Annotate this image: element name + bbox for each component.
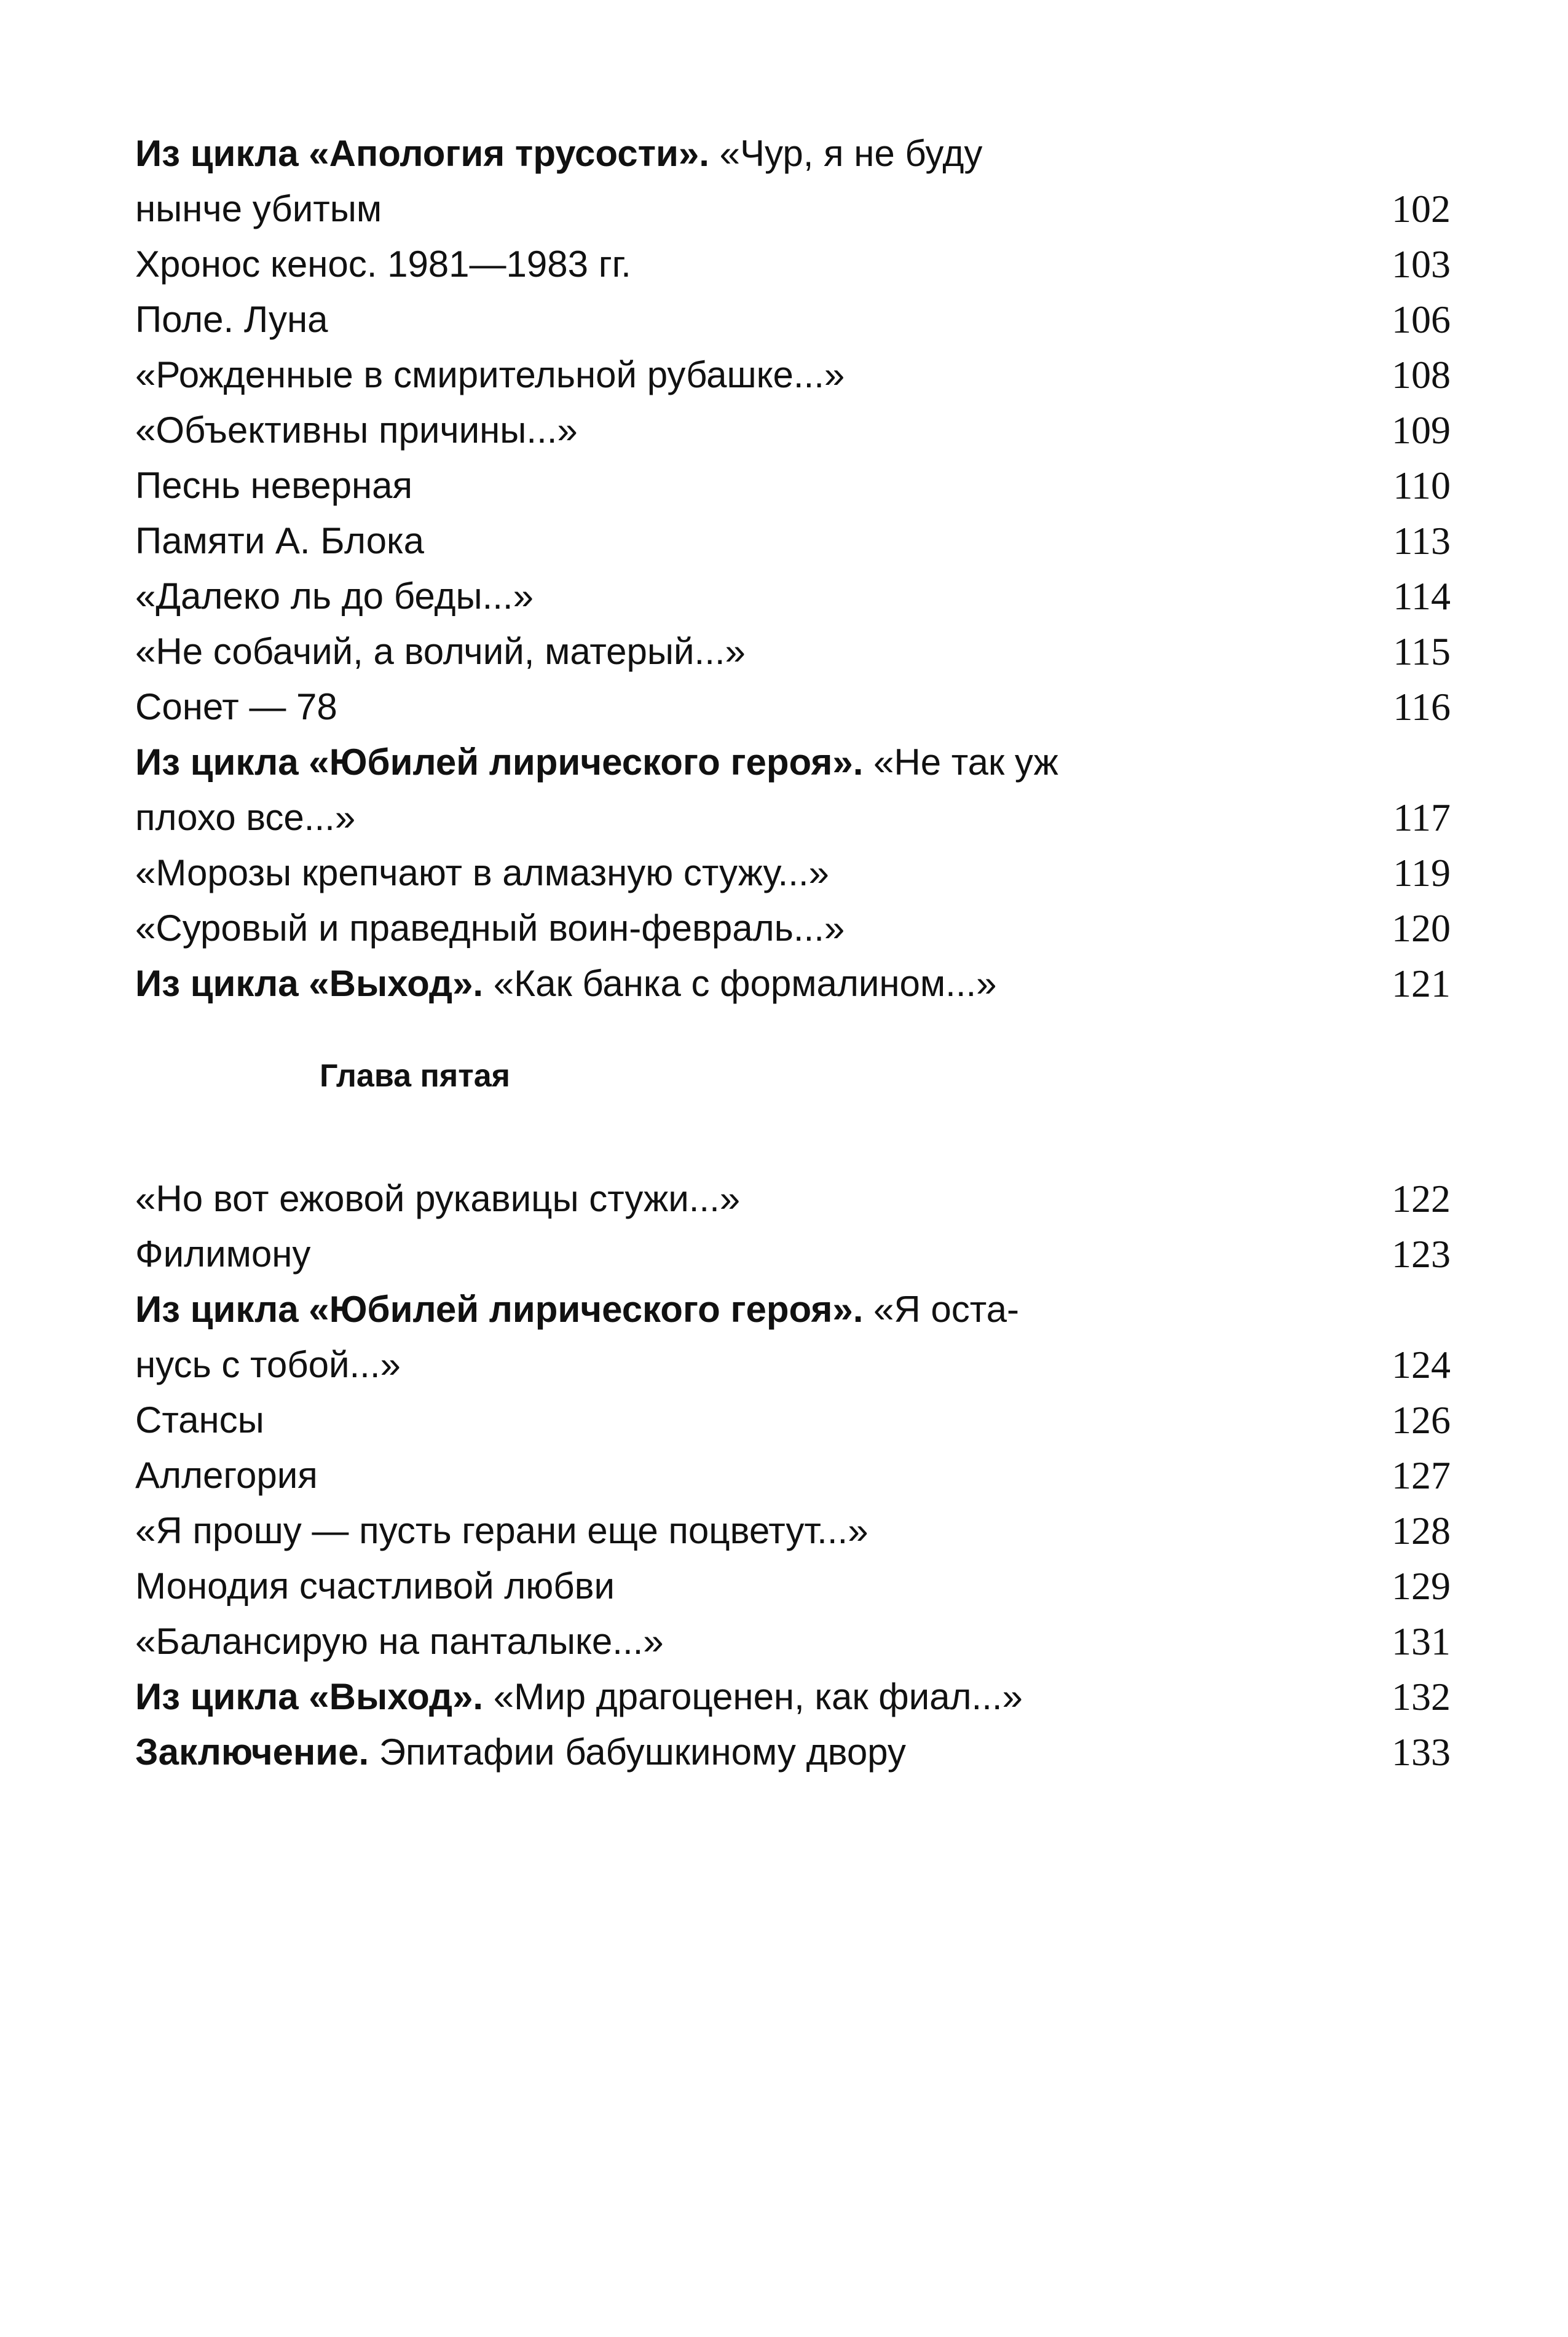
toc-entry-title-text: Монодия счастливой любви bbox=[135, 1565, 615, 1607]
toc-entry-title bbox=[135, 790, 355, 845]
toc-page-number: 116 bbox=[1393, 685, 1451, 729]
toc-entry bbox=[135, 790, 1451, 845]
toc-entry-title-text: Хронос кенос. 1981—1983 гг. bbox=[135, 243, 631, 285]
toc-entry bbox=[135, 624, 1451, 679]
toc-page-number: 120 bbox=[1392, 906, 1451, 950]
toc-entry bbox=[135, 679, 1451, 735]
toc-entry-title bbox=[135, 347, 845, 403]
toc-page-number: 133 bbox=[1392, 1730, 1451, 1774]
toc-page-number: 121 bbox=[1392, 962, 1451, 1005]
toc-entry-title-text: «Не так уж bbox=[863, 741, 1058, 783]
toc-entry-title-bold: Из цикла «Апология трусости». bbox=[135, 133, 709, 174]
toc-entry bbox=[135, 458, 1451, 513]
toc-page-number: 114 bbox=[1393, 574, 1451, 618]
toc-entry-title bbox=[135, 679, 337, 735]
toc-entry-title-text: Сонет — 78 bbox=[135, 686, 337, 727]
toc-entry bbox=[135, 1669, 1451, 1725]
toc-entry-title bbox=[135, 292, 328, 347]
toc-section-bottom bbox=[135, 1171, 1451, 1780]
toc-entry bbox=[135, 1282, 1451, 1337]
toc-entry bbox=[135, 126, 1451, 181]
toc-entry bbox=[135, 1393, 1451, 1448]
toc-entry bbox=[135, 292, 1451, 347]
toc-entry-title bbox=[135, 1393, 264, 1448]
toc-page-number: 122 bbox=[1392, 1177, 1451, 1220]
toc-entry bbox=[135, 513, 1451, 569]
toc-entry bbox=[135, 1171, 1451, 1227]
toc-entry bbox=[135, 1448, 1451, 1503]
toc-entry bbox=[135, 1559, 1451, 1614]
toc-page-number: 123 bbox=[1392, 1232, 1451, 1276]
toc-entry-title bbox=[135, 1725, 906, 1780]
toc-entry bbox=[135, 237, 1451, 292]
toc-entry-title-text: плохо все...» bbox=[135, 797, 356, 838]
toc-entry-title-text: Эпитафии бабушкиному двору bbox=[369, 1731, 906, 1773]
toc-entry-title bbox=[135, 1337, 401, 1393]
toc-page-number: 119 bbox=[1393, 851, 1451, 895]
toc-entry-title bbox=[135, 1448, 318, 1503]
toc-entry bbox=[135, 347, 1451, 403]
toc-page-number: 126 bbox=[1392, 1398, 1451, 1442]
toc-entry-title-text: «Но вот ежовой рукавицы стужи...» bbox=[135, 1178, 741, 1219]
toc-entry-title-bold: Из цикла «Выход». bbox=[135, 1676, 484, 1717]
toc-entry-title bbox=[135, 181, 382, 237]
toc-entry bbox=[135, 1725, 1451, 1780]
toc-entry-title bbox=[135, 1669, 1023, 1725]
toc-entry-title bbox=[135, 1282, 1019, 1337]
toc-page-number: 128 bbox=[1392, 1509, 1451, 1552]
toc-entry-title-text: «Мир драгоценен, как фиал...» bbox=[483, 1676, 1023, 1717]
toc-entry-title-text: «Объективны причины...» bbox=[135, 409, 578, 451]
toc-entry-title bbox=[135, 126, 982, 181]
toc-entry-title bbox=[135, 403, 578, 458]
toc-entry-title-text: Памяти А. Блока bbox=[135, 520, 424, 561]
toc-page-number: 127 bbox=[1392, 1453, 1451, 1497]
toc-page-number: 115 bbox=[1393, 630, 1451, 673]
toc-entry-title-bold: Из цикла «Юбилей лирического героя». bbox=[135, 741, 864, 783]
toc-entry bbox=[135, 1614, 1451, 1669]
toc-entry bbox=[135, 1503, 1451, 1559]
toc-page-number: 131 bbox=[1392, 1619, 1451, 1663]
toc-page-number: 102 bbox=[1392, 187, 1451, 231]
toc-page-number: 113 bbox=[1393, 519, 1451, 563]
chapter-heading: Глава пятая bbox=[320, 1058, 510, 1094]
toc-page-number: 124 bbox=[1392, 1343, 1451, 1386]
toc-page-number: 129 bbox=[1392, 1564, 1451, 1608]
toc-page-number: 117 bbox=[1393, 796, 1451, 839]
toc-entry-title-text: «Чур, я не буду bbox=[709, 133, 983, 174]
toc-entry-title bbox=[135, 1227, 310, 1282]
toc-entry bbox=[135, 901, 1451, 956]
toc-entry-title bbox=[135, 237, 631, 292]
toc-page-number: 109 bbox=[1392, 408, 1451, 452]
toc-entry-title-text: «Не собачий, а волчий, матерый...» bbox=[135, 631, 746, 672]
toc-entry-title bbox=[135, 458, 412, 513]
toc-entry-title bbox=[135, 1171, 740, 1227]
toc-entry-title-text: Филимону bbox=[135, 1233, 311, 1275]
toc-entry bbox=[135, 181, 1451, 237]
toc-entry-title bbox=[135, 1559, 615, 1614]
toc-entry-title bbox=[135, 513, 424, 569]
toc-entry bbox=[135, 845, 1451, 901]
toc-entry-title-text: нусь с тобой...» bbox=[135, 1344, 401, 1385]
toc-entry-title-text: «Суровый и праведный воин-февраль...» bbox=[135, 908, 845, 949]
toc-entry-title bbox=[135, 1503, 869, 1559]
toc-entry-title bbox=[135, 624, 746, 679]
toc-entry bbox=[135, 1337, 1451, 1393]
toc-entry-title bbox=[135, 1614, 664, 1669]
toc-entry-title-bold: Из цикла «Юбилей лирического героя». bbox=[135, 1289, 864, 1330]
toc-page-number: 108 bbox=[1392, 353, 1451, 397]
toc-page-number: 132 bbox=[1392, 1675, 1451, 1718]
toc-entry-title-text: «Как банка с формалином...» bbox=[483, 963, 997, 1004]
toc-entry-title-text: «Я оста- bbox=[863, 1289, 1019, 1330]
toc-entry-title bbox=[135, 901, 845, 956]
toc-entry-title bbox=[135, 569, 534, 624]
toc-entry bbox=[135, 1227, 1451, 1282]
toc-entry-title bbox=[135, 845, 829, 901]
toc-page-number: 103 bbox=[1392, 242, 1451, 286]
toc-entry-title-text: «Морозы крепчают в алмазную стужу...» bbox=[135, 852, 829, 893]
toc-entry-title-text: «Я прошу — пусть герани еще поцветут...» bbox=[135, 1510, 869, 1551]
toc-entry-title-text: Песнь неверная bbox=[135, 465, 412, 506]
toc-entry-title bbox=[135, 735, 1058, 790]
toc-entry-title-bold: Из цикла «Выход». bbox=[135, 963, 484, 1004]
toc-section-top bbox=[135, 126, 1451, 1011]
toc-entry bbox=[135, 569, 1451, 624]
toc-entry-title-text: Аллегория bbox=[135, 1455, 318, 1496]
toc-page-number: 110 bbox=[1393, 464, 1451, 507]
toc-entry bbox=[135, 735, 1451, 790]
toc-entry-title-text: нынче убитым bbox=[135, 188, 382, 229]
toc-entry-title-text: «Балансирую на панталыке...» bbox=[135, 1621, 664, 1662]
toc-entry-title-text: Стансы bbox=[135, 1399, 264, 1441]
toc-entry-title bbox=[135, 956, 997, 1011]
toc-entry-title-text: «Рожденные в смирительной рубашке...» bbox=[135, 354, 845, 395]
toc-entry-title-bold: Заключение. bbox=[135, 1731, 369, 1773]
toc-page-number: 106 bbox=[1392, 298, 1451, 341]
toc-entry bbox=[135, 956, 1451, 1011]
toc-entry-title-text: «Далеко ль до беды...» bbox=[135, 575, 534, 617]
toc-entry bbox=[135, 403, 1451, 458]
toc-entry-title-text: Поле. Луна bbox=[135, 299, 328, 340]
